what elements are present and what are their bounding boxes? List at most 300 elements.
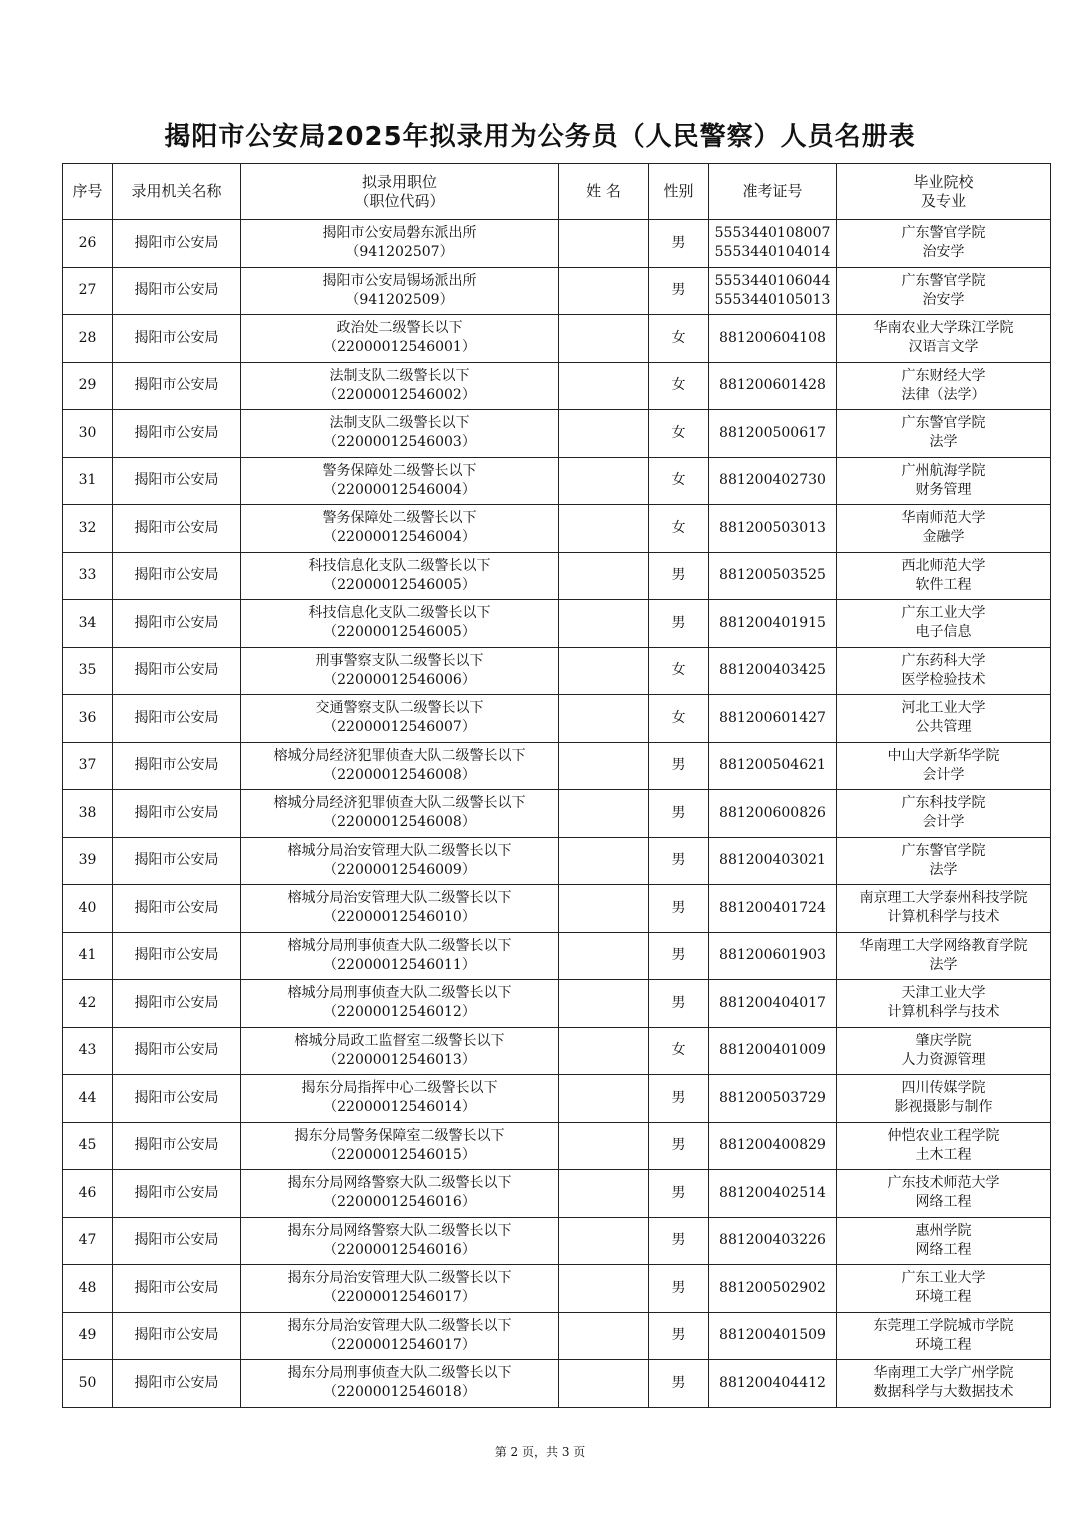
cell-gender [649,505,709,553]
cell-name [559,1170,649,1218]
school-text: 广东药科大学 [901,652,986,669]
major-text: 法学 [929,956,958,973]
cell-gender [649,1075,709,1123]
cell-position [241,742,559,790]
cell-exam-id [709,980,837,1028]
cell-school [837,885,1051,933]
cell-agency [113,600,241,648]
school-text: 西北师范大学 [901,557,986,574]
exam-id-text: 881200401509 [719,1327,826,1344]
cell-exam-id [709,410,837,458]
cell-gender [649,1265,709,1313]
position-text: 法制支队二级警长以下 [329,415,470,432]
cell-gender [649,457,709,505]
gender-text: 男 [671,1232,686,1249]
exam-id-text: 881200601903 [719,947,826,964]
major-text: 会计学 [922,814,965,831]
school-text: 广东警官学院 [901,415,986,432]
school-text: 广东工业大学 [901,605,986,622]
cell-seq [63,1312,113,1360]
cell-exam-id [709,457,837,505]
exam-id-text: 881200604108 [719,329,826,346]
header-position [241,164,559,220]
agency-text: 揭阳市公安局 [134,1089,219,1106]
cell-school [837,1170,1051,1218]
cell-position [241,505,559,553]
major-text: 电子信息 [915,624,972,641]
seq-text: 37 [78,757,97,774]
seq-text: 40 [78,899,97,916]
school-text: 华南师范大学 [901,510,986,527]
cell-name [559,552,649,600]
cell-exam-id [709,1170,837,1218]
gender-text: 男 [671,804,686,821]
cell-school [837,457,1051,505]
agency-text: 揭阳市公安局 [134,1184,219,1201]
roster-table [62,163,1051,1408]
school-text: 广东财经大学 [901,367,986,384]
cell-agency [113,315,241,363]
header-agency: 录用机关名称 [113,164,241,220]
school-text: 中山大学新华学院 [887,747,1000,764]
cell-gender [649,1122,709,1170]
cell-name [559,885,649,933]
header-gender: 性别 [649,164,709,220]
seq-text: 44 [78,1089,97,1106]
position-code-text: （22000012546014） [323,1099,476,1116]
position-text: 揭东分局警务保障室二级警长以下 [294,1127,505,1144]
seq-text: 31 [78,472,97,489]
agency-text: 揭阳市公安局 [134,234,219,251]
exam-id-text: 881200404017 [719,994,826,1011]
cell-agency [113,1312,241,1360]
cell-position [241,790,559,838]
cell-gender [649,742,709,790]
page-title: 揭阳市公安局2025年拟录用为公务员（人民警察）人员名册表 [164,122,916,152]
agency-text: 揭阳市公安局 [134,994,219,1011]
table-row [63,1360,1051,1408]
cell-school [837,980,1051,1028]
cell-agency [113,267,241,315]
position-text: 榕城分局政工监督室二级警长以下 [294,1032,505,1049]
school-text: 广东工业大学 [901,1270,986,1287]
major-text: 法学 [929,861,958,878]
cell-school [837,362,1051,410]
cell-agency [113,505,241,553]
major-text: 人力资源管理 [901,1051,986,1068]
cell-exam-id [709,1265,837,1313]
cell-gender [649,410,709,458]
position-code-text: （22000012546010） [323,909,476,926]
cell-name [559,505,649,553]
cell-position [241,552,559,600]
gender-text: 女 [671,424,686,441]
gender-text: 男 [671,899,686,916]
position-text: 揭东分局治安管理大队二级警长以下 [287,1270,512,1287]
exam-id-text: 881200601427 [719,709,826,726]
position-text: 榕城分局经济犯罪侦查大队二级警长以下 [273,747,526,764]
position-text: 科技信息化支队二级警长以下 [308,605,491,622]
position-code-text: （22000012546007） [323,719,476,736]
cell-position [241,1217,559,1265]
exam-id-text: 881200503525 [719,567,826,584]
seq-text: 45 [78,1137,97,1154]
major-text: 汉语言文学 [908,339,979,356]
seq-text: 28 [78,329,97,346]
school-text: 广东技术师范大学 [887,1175,1000,1192]
cell-agency [113,457,241,505]
exam-id-text: 881200403226 [719,1232,826,1249]
position-code-text: （22000012546005） [323,576,476,593]
table-row [63,1027,1051,1075]
table-row [63,980,1051,1028]
cell-name [559,790,649,838]
cell-school [837,695,1051,743]
school-text: 四川传媒学院 [901,1080,986,1097]
table-row [63,1217,1051,1265]
school-text: 华南理工大学网络教育学院 [859,937,1028,954]
exam-id-text: 881200401009 [719,1042,826,1059]
cell-gender [649,1027,709,1075]
header-school-line2: 及专业 [920,191,966,210]
cell-exam-id [709,647,837,695]
position-text: 交通警察支队二级警长以下 [315,700,484,717]
exam-id-secondary-text: 5553440105013 [714,291,831,308]
cell-name [559,1027,649,1075]
agency-text: 揭阳市公安局 [134,282,219,299]
cell-exam-id [709,1312,837,1360]
position-code-text: （22000012546013） [323,1051,476,1068]
cell-gender [649,362,709,410]
major-text: 网络工程 [915,1241,972,1258]
cell-seq [63,315,113,363]
agency-text: 揭阳市公安局 [134,1279,219,1296]
exam-id-text: 881200404412 [719,1374,826,1391]
cell-school [837,505,1051,553]
cell-seq [63,790,113,838]
cell-name [559,980,649,1028]
cell-position [241,220,559,268]
agency-text: 揭阳市公安局 [134,804,219,821]
position-text: 揭东分局指挥中心二级警长以下 [301,1080,498,1097]
major-text: 治安学 [922,291,965,308]
seq-text: 33 [78,567,97,584]
position-text: 揭东分局治安管理大队二级警长以下 [287,1317,512,1334]
agency-text: 揭阳市公安局 [134,1137,219,1154]
cell-agency [113,647,241,695]
gender-text: 男 [671,1327,686,1344]
agency-text: 揭阳市公安局 [134,1327,219,1344]
cell-position [241,1122,559,1170]
agency-text: 揭阳市公安局 [134,852,219,869]
cell-seq [63,647,113,695]
table-row [63,1075,1051,1123]
position-code-text: （22000012546001） [323,339,476,356]
cell-name [559,1217,649,1265]
school-text: 广东科技学院 [901,795,986,812]
cell-seq [63,1027,113,1075]
cell-seq [63,552,113,600]
cell-exam-id [709,932,837,980]
position-text: 警务保障处二级警长以下 [322,462,477,479]
cell-name [559,1265,649,1313]
cell-exam-id [709,1122,837,1170]
cell-name [559,742,649,790]
gender-text: 男 [671,282,686,299]
major-text: 网络工程 [915,1194,972,1211]
table-row [63,220,1051,268]
position-text: 榕城分局治安管理大队二级警长以下 [287,842,512,859]
major-text: 医学检验技术 [901,671,986,688]
agency-text: 揭阳市公安局 [134,329,219,346]
gender-text: 男 [671,567,686,584]
seq-text: 50 [78,1374,97,1391]
gender-text: 女 [671,709,686,726]
cell-name [559,1312,649,1360]
seq-text: 35 [78,662,97,679]
position-text: 揭东分局网络警察大队二级警长以下 [287,1222,512,1239]
major-text: 土木工程 [915,1146,972,1163]
cell-exam-id [709,1217,837,1265]
cell-exam-id [709,742,837,790]
major-text: 环境工程 [915,1289,972,1306]
cell-gender [649,220,709,268]
position-code-text: （22000012546006） [323,671,476,688]
cell-agency [113,410,241,458]
cell-position [241,1170,559,1218]
table-row [63,1312,1051,1360]
cell-name [559,457,649,505]
position-text: 揭阳市公安局锡场派出所 [322,272,477,289]
position-text: 榕城分局治安管理大队二级警长以下 [287,890,512,907]
table-row [63,315,1051,363]
cell-name [559,932,649,980]
cell-exam-id [709,552,837,600]
gender-text: 男 [671,994,686,1011]
cell-agency [113,220,241,268]
school-text: 华南农业大学珠江学院 [873,320,1014,337]
table-header-row [63,164,1051,220]
cell-position [241,1075,559,1123]
position-text: 警务保障处二级警长以下 [322,510,477,527]
cell-name [559,362,649,410]
agency-text: 揭阳市公安局 [134,472,219,489]
position-text: 法制支队二级警长以下 [329,367,470,384]
cell-agency [113,742,241,790]
table-row [63,1170,1051,1218]
cell-seq [63,885,113,933]
agency-text: 揭阳市公安局 [134,614,219,631]
cell-position [241,362,559,410]
position-code-text: （22000012546004） [323,529,476,546]
cell-name [559,220,649,268]
cell-exam-id [709,505,837,553]
cell-gender [649,1217,709,1265]
cell-position [241,267,559,315]
seq-text: 42 [78,994,97,1011]
cell-agency [113,1075,241,1123]
agency-text: 揭阳市公安局 [134,757,219,774]
cell-school [837,1360,1051,1408]
position-code-text: （22000012546011） [323,956,476,973]
cell-school [837,220,1051,268]
seq-text: 49 [78,1327,97,1344]
cell-name [559,267,649,315]
position-code-text: （941202509） [345,291,454,308]
seq-text: 27 [78,282,97,299]
cell-position [241,932,559,980]
table-body [63,220,1051,1408]
cell-school [837,1217,1051,1265]
cell-agency [113,932,241,980]
major-text: 法律（法学） [901,386,986,403]
cell-gender [649,600,709,648]
table-row [63,552,1051,600]
position-text: 榕城分局刑事侦查大队二级警长以下 [287,985,512,1002]
cell-gender [649,1360,709,1408]
major-text: 影视摄影与制作 [894,1099,993,1116]
cell-name [559,1360,649,1408]
cell-position [241,1027,559,1075]
cell-agency [113,1027,241,1075]
school-text: 肇庆学院 [915,1032,972,1049]
cell-position [241,600,559,648]
cell-agency [113,1265,241,1313]
cell-name [559,410,649,458]
school-text: 广东警官学院 [901,272,986,289]
agency-text: 揭阳市公安局 [134,424,219,441]
cell-position [241,1312,559,1360]
cell-seq [63,362,113,410]
cell-seq [63,1217,113,1265]
cell-agency [113,1360,241,1408]
cell-position [241,315,559,363]
gender-text: 男 [671,1374,686,1391]
gender-text: 男 [671,852,686,869]
gender-text: 男 [671,1279,686,1296]
seq-text: 29 [78,377,97,394]
cell-seq [63,220,113,268]
table-row [63,600,1051,648]
cell-school [837,552,1051,600]
cell-gender [649,837,709,885]
seq-text: 32 [78,519,97,536]
seq-text: 38 [78,804,97,821]
cell-gender [649,932,709,980]
exam-id-text: 881200600826 [719,804,826,821]
cell-agency [113,980,241,1028]
cell-seq [63,410,113,458]
gender-text: 男 [671,234,686,251]
major-text: 软件工程 [915,576,972,593]
position-code-text: （22000012546005） [323,624,476,641]
cell-exam-id [709,600,837,648]
cell-exam-id [709,220,837,268]
cell-gender [649,885,709,933]
exam-id-text: 881200403021 [719,852,826,869]
cell-position [241,1360,559,1408]
cell-exam-id [709,1360,837,1408]
table-row [63,932,1051,980]
agency-text: 揭阳市公安局 [134,1042,219,1059]
cell-position [241,885,559,933]
cell-school [837,1027,1051,1075]
cell-agency [113,837,241,885]
table-row [63,457,1051,505]
cell-exam-id [709,1027,837,1075]
agency-text: 揭阳市公安局 [134,377,219,394]
exam-id-text: 5553440108007 [714,225,831,242]
cell-position [241,457,559,505]
school-text: 广东警官学院 [901,842,986,859]
cell-school [837,315,1051,363]
cell-exam-id [709,885,837,933]
cell-seq [63,932,113,980]
position-code-text: （22000012546016） [323,1194,476,1211]
seq-text: 39 [78,852,97,869]
cell-seq [63,267,113,315]
exam-id-text: 881200601428 [719,377,826,394]
gender-text: 女 [671,377,686,394]
gender-text: 男 [671,757,686,774]
cell-seq [63,1360,113,1408]
cell-school [837,267,1051,315]
cell-position [241,837,559,885]
cell-gender [649,647,709,695]
cell-position [241,1265,559,1313]
exam-id-text: 881200503013 [719,519,826,536]
cell-position [241,695,559,743]
cell-seq [63,457,113,505]
cell-gender [649,315,709,363]
position-text: 政治处二级警长以下 [336,320,463,337]
cell-school [837,837,1051,885]
exam-id-text: 881200503729 [719,1089,826,1106]
seq-text: 46 [78,1184,97,1201]
table-row [63,695,1051,743]
school-text: 仲恺农业工程学院 [887,1127,1000,1144]
major-text: 金融学 [922,529,965,546]
exam-id-text: 881200401724 [719,899,826,916]
cell-school [837,410,1051,458]
exam-id-text: 881200402730 [719,472,826,489]
gender-text: 女 [671,662,686,679]
agency-text: 揭阳市公安局 [134,1232,219,1249]
cell-gender [649,267,709,315]
cell-gender [649,552,709,600]
cell-agency [113,885,241,933]
cell-seq [63,1122,113,1170]
cell-school [837,600,1051,648]
school-text: 东莞理工学院城市学院 [873,1317,1014,1334]
header-name: 姓 名 [559,164,649,220]
position-text: 揭东分局网络警察大队二级警长以下 [287,1175,512,1192]
cell-gender [649,980,709,1028]
major-text: 环境工程 [915,1336,972,1353]
gender-text: 女 [671,1042,686,1059]
seq-text: 41 [78,947,97,964]
cell-seq [63,837,113,885]
seq-text: 26 [78,234,97,251]
cell-school [837,1265,1051,1313]
cell-gender [649,790,709,838]
major-text: 计算机科学与技术 [887,1004,1000,1021]
agency-text: 揭阳市公安局 [134,662,219,679]
cell-school [837,1075,1051,1123]
position-code-text: （941202507） [345,244,454,261]
cell-name [559,315,649,363]
cell-position [241,410,559,458]
